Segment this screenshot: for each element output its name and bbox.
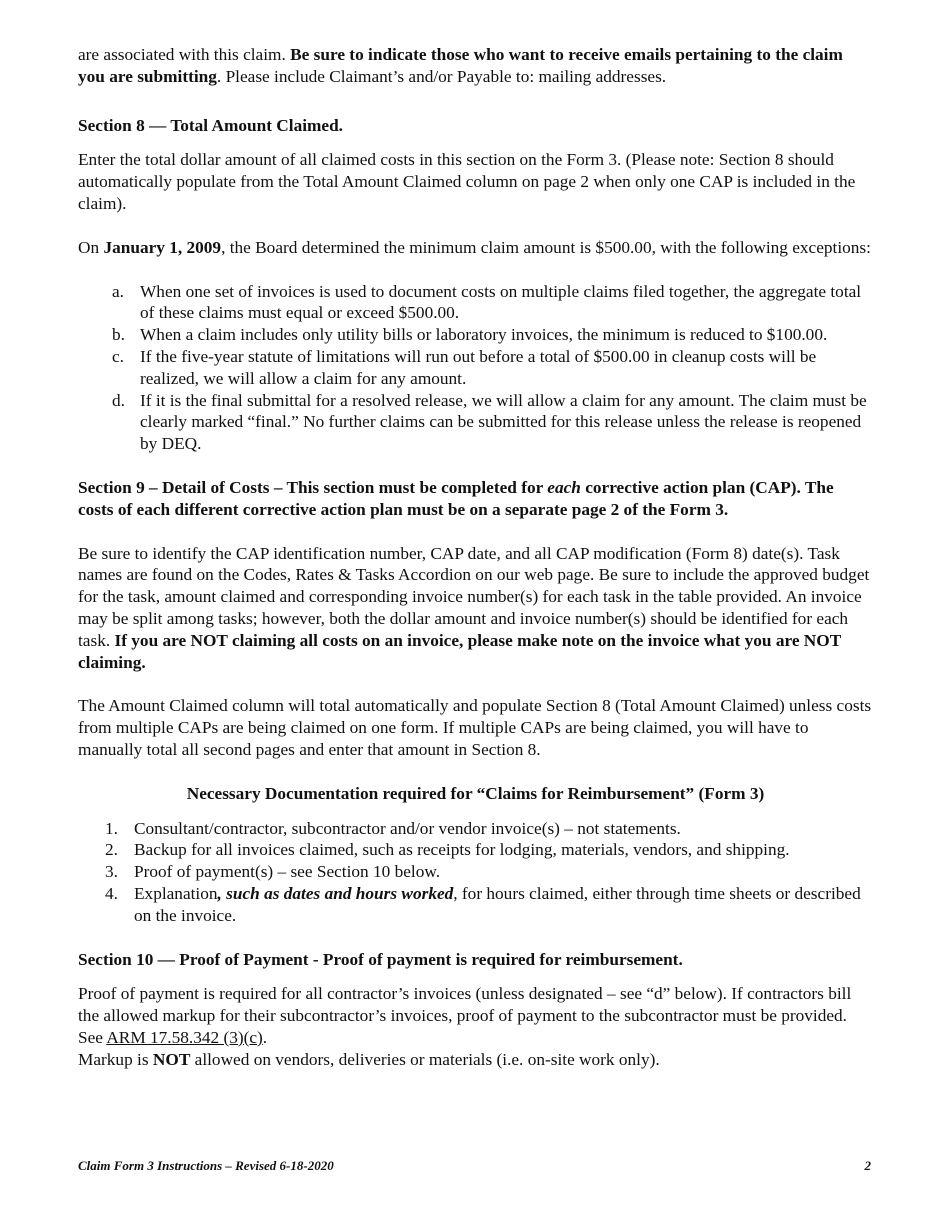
section-8-p2-pre: On <box>78 237 104 257</box>
list-item <box>78 818 873 840</box>
arm-reference-link[interactable]: ARM 17.58.342 (3)(c) <box>106 1027 263 1047</box>
documentation-list <box>78 818 873 927</box>
list-item-text: If it is the final submittal for a resolved release, we will allow a claim for any amount. The claim must be clearly marked “final.” No further claims can be submitted for this release unless the release is reopened by DEQ. <box>140 390 867 454</box>
list-item <box>78 324 873 346</box>
documentation-heading: Necessary Documentation required for “Claims for Reimbursement” (Form 3) <box>186 783 765 803</box>
list-item <box>78 281 873 325</box>
section-8-p2-post: , the Board determined the minimum claim amount is $500.00, with the following exceptions: <box>221 237 871 257</box>
list-item-text: When a claim includes only utility bills or laboratory invoices, the minimum is reduced to $100.00. <box>140 325 828 345</box>
intro-text-2: . Please include Claimant’s and/or Payable to: mailing addresses. <box>216 66 667 86</box>
document-page <box>78 44 873 1070</box>
intro-bold: Be sure to indicate those who want to receive emails pertaining to the claim you are submitting <box>78 45 843 86</box>
list-marker: b. <box>112 325 125 345</box>
list-item-text: Backup for all invoices claimed, such as receipts for lodging, materials, vendors, and shipping. <box>134 840 790 860</box>
section-9-p1-bold: If you are NOT claiming all costs on an invoice, please make note on the invoice what you are NOT claiming. <box>78 630 841 672</box>
list-marker: 2. <box>105 840 118 860</box>
list-item-text: When one set of invoices is used to document costs on multiple claims filed together, the aggregate total of these claims must equal or exceed $500.00. <box>140 281 862 323</box>
section-9-heading-post: corrective action plan (CAP). The costs of each different corrective action plan must be on a separate page 2 of the Form 3. <box>78 477 834 519</box>
section-10-heading: Section 10 — Proof of Payment - Proof of payment is required for reimbursement. <box>78 949 683 969</box>
section-9-heading <box>78 477 873 521</box>
section-10-p2-pre: Markup is <box>78 1049 153 1069</box>
section-8-heading: Section 8 — Total Amount Claimed. <box>78 115 344 135</box>
list-item <box>78 346 873 390</box>
list-marker: 1. <box>105 818 118 838</box>
section-10-p1-pre: Proof of payment is required for all contractor’s invoices (unless designated – see “d” below). If contractors bill the allowed markup for their subcontractor’s invoices, proof of payment to the subcontractor must be provided. See <box>78 984 852 1047</box>
list-marker: d. <box>112 390 125 410</box>
page-footer <box>78 1158 873 1174</box>
section-9-paragraph-2: The Amount Claimed column will total automatically and populate Section 8 (Total Amount Claimed) unless costs from multiple CAPs are being claimed on one form. If multiple CAPs are being claimed, you will have to manually total all second pages and enter that amount in Section 8. <box>78 696 872 759</box>
list-item <box>78 883 873 927</box>
list-marker: a. <box>112 281 124 301</box>
section-9-heading-pre: Section 9 – Detail of Costs – This section must be completed for <box>78 477 548 497</box>
list-item-4-post: , for hours claimed, either through time sheets or described on the invoice. <box>134 883 861 925</box>
section-9-paragraph-1 <box>78 543 873 674</box>
section-10-p1-post: . <box>262 1027 268 1047</box>
list-item-4-emphasis: , such as dates and hours worked <box>217 883 454 903</box>
section-10-p2-post: allowed on vendors, deliveries or materials (i.e. on-site work only). <box>190 1049 660 1069</box>
list-marker: c. <box>112 346 124 366</box>
section-10-p2-bold: NOT <box>152 1049 191 1069</box>
section-9-p1-text: Be sure to identify the CAP identification number, CAP date, and all CAP modification (Form 8) date(s). Task names are found on the Codes, Rates & Tasks Accordion on our web page. Be sure to include the approved budget for the task, amount claimed and corresponding invoice number(s) for each task in the table provided. An invoice may be split among tasks; however, both the dollar amount and invoice number(s) should be identified for each task. <box>78 543 870 650</box>
section-10-paragraph-1 <box>78 983 873 1048</box>
intro-paragraph <box>78 44 873 88</box>
section-10-paragraph-2 <box>78 1049 873 1071</box>
list-marker: 3. <box>105 862 118 882</box>
exceptions-list <box>78 281 873 455</box>
section-9-heading-em: each <box>547 477 581 497</box>
page-number: 2 <box>864 1158 871 1173</box>
intro-text-1: are associated with this claim. <box>78 45 291 64</box>
footer-title: Claim Form 3 Instructions – Revised 6-18-2020 <box>78 1158 334 1173</box>
list-item <box>78 861 873 883</box>
section-8-paragraph-1: Enter the total dollar amount of all claimed costs in this section on the Form 3. (Please note: Section 8 should automatically populate from the Total Amount Claimed column on page 2 when only one CAP is included in the claim). <box>78 150 856 213</box>
list-item-text: If the five-year statute of limitations will run out before a total of $500.00 in cleanup costs will be realized, we will allow a claim for any amount. <box>140 346 817 388</box>
list-item-text: Consultant/contractor, subcontractor and/or vendor invoice(s) – not statements. <box>134 818 681 838</box>
section-8-paragraph-2 <box>78 237 873 259</box>
list-item-4-pre: Explanation <box>134 883 218 903</box>
list-marker: 4. <box>105 883 118 903</box>
list-item-text: Proof of payment(s) – see Section 10 below. <box>134 862 441 882</box>
list-item <box>78 839 873 861</box>
list-item <box>78 390 873 455</box>
section-8-date: January 1, 2009 <box>103 237 222 257</box>
